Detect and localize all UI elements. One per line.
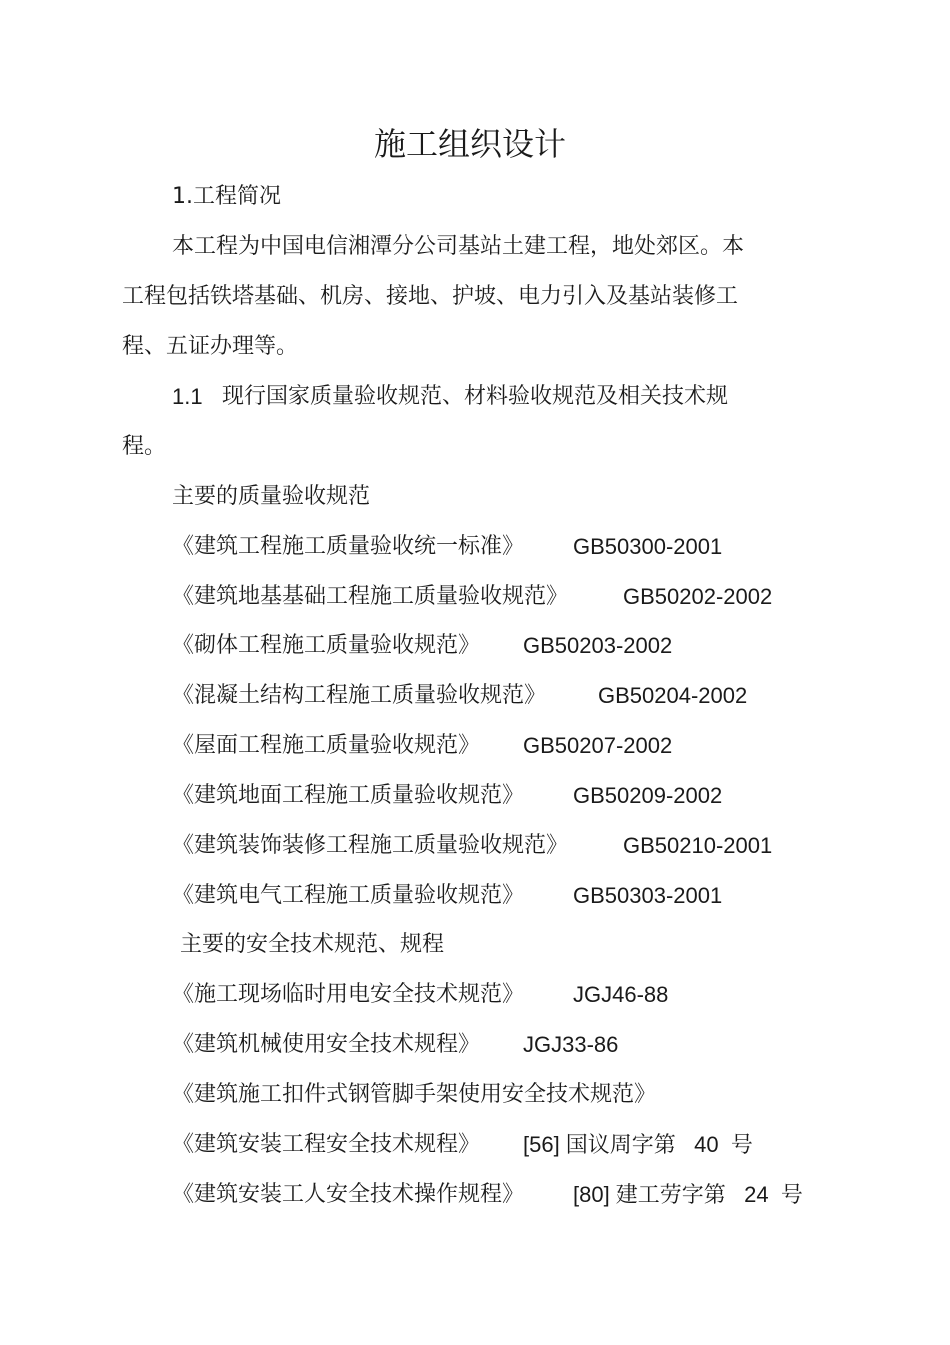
- spec-code: [80] 建工劳字第 24 号: [573, 1182, 803, 1207]
- spec-code: GB50203-2002: [523, 633, 673, 658]
- paragraph-line: 程、五证办理等。: [122, 334, 299, 359]
- spec-name: 《建筑安装工人安全技术操作规程》: [172, 1182, 525, 1207]
- spec-code: GB50210-2001: [623, 833, 773, 858]
- spec-code: JGJ46-88: [573, 982, 669, 1007]
- subsection-number: 1.1: [172, 384, 203, 409]
- spec-name: 《建筑安装工程安全技术规程》: [172, 1132, 481, 1157]
- list-heading: 主要的质量验收规范: [172, 484, 371, 509]
- spec-name: 《建筑施工扣件式钢管脚手架使用安全技术规范》: [172, 1082, 657, 1107]
- spec-name: 《建筑机械使用安全技术规程》: [172, 1032, 481, 1057]
- spec-name: 《混凝土结构工程施工质量验收规范》: [172, 683, 547, 708]
- spec-code: GB50209-2002: [573, 783, 723, 808]
- spec-code: GB50202-2002: [623, 584, 773, 609]
- spec-name: 《施工现场临时用电安全技术规范》: [172, 982, 525, 1007]
- spec-name: 《砌体工程施工质量验收规范》: [172, 633, 481, 658]
- spec-code: GB50303-2001: [573, 883, 723, 908]
- spec-code: GB50300-2001: [573, 534, 723, 559]
- spec-name: 《建筑装饰装修工程施工质量验收规范》: [172, 833, 569, 858]
- spec-code: GB50204-2002: [598, 683, 748, 708]
- spec-name: 《建筑电气工程施工质量验收规范》: [172, 883, 525, 908]
- paragraph-line: 本工程为中国电信湘潭分公司基站土建工程，地处郊区。本: [172, 234, 745, 259]
- spec-code: JGJ33-86: [523, 1032, 619, 1057]
- paragraph-line: 程。: [122, 434, 167, 459]
- spec-code: GB50207-2002: [523, 733, 673, 758]
- spec-code: [56] 国议周字第 40 号: [523, 1132, 753, 1157]
- spec-name: 《屋面工程施工质量验收规范》: [172, 733, 481, 758]
- list-heading: 主要的安全技术规范、规程: [180, 932, 445, 957]
- paragraph-line: 工程包括铁塔基础、机房、接地、护坡、电力引入及基站装修工: [122, 284, 739, 309]
- spec-name: 《建筑地面工程施工质量验收规范》: [172, 783, 525, 808]
- section-heading: 1.工程简况: [172, 184, 281, 209]
- spec-name: 《建筑地基基础工程施工质量验收规范》: [172, 584, 569, 609]
- spec-name: 《建筑工程施工质量验收统一标准》: [172, 534, 525, 559]
- paragraph-line: 现行国家质量验收规范、材料验收规范及相关技术规: [222, 384, 729, 409]
- document-title: 施工组织设计: [373, 125, 566, 163]
